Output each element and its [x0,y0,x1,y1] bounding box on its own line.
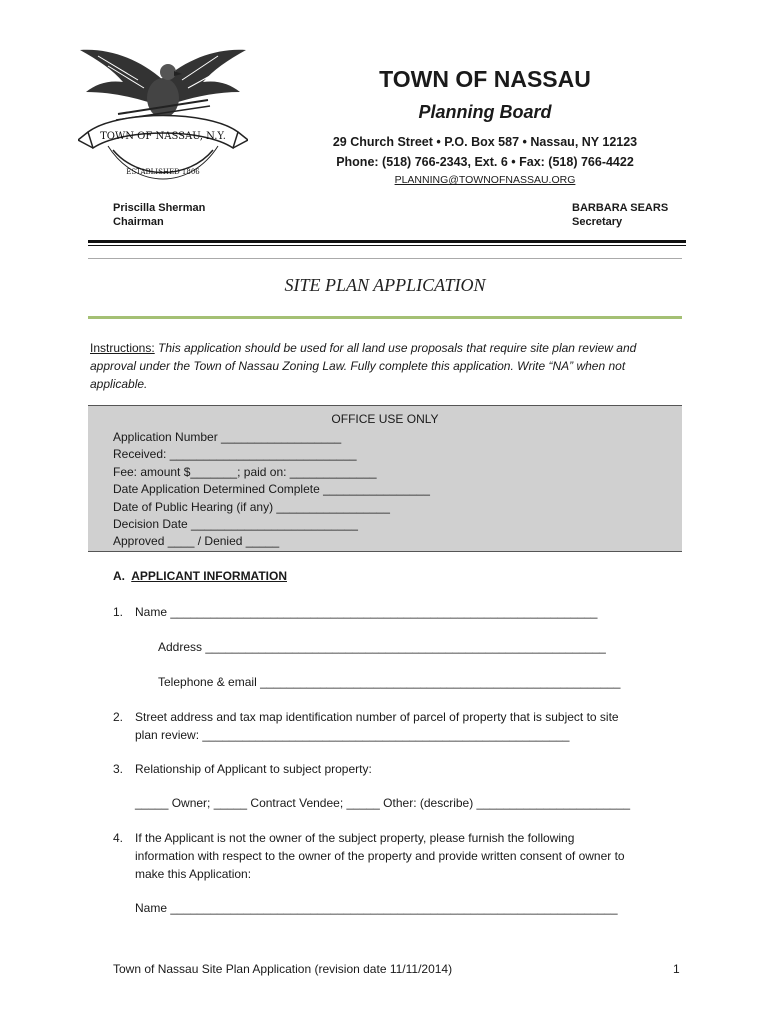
q4-text-line1: If the Applicant is not the owner of the subject property, please furnish the following [135,831,575,845]
telephone-email-field[interactable]: Telephone & email ______________________________________________________ [158,675,621,689]
instructions-text: This application should be used for all land use proposals that require site plan review and approval under the Town of Nassau Zoning Law. Fully complete this application. Write “NA” when not applicable. [90,341,637,391]
q3-text: Relationship of Applicant to subject property: [135,762,372,776]
q4-text-line2: information with respect to the owner of the property and provide written consent of owner to [135,849,625,863]
document-title: SITE PLAN APPLICATION [284,275,486,295]
mailing-address: 29 Church Street • P.O. Box 587 • Nassau, NY 12123 [332,135,638,149]
town-title: TOWN OF NASSAU [379,66,591,92]
svg-text:TOWN OF NASSAU, N.Y.: TOWN OF NASSAU, N.Y. [100,131,226,142]
chairman-title: Chairman [113,216,164,228]
secretary-title: Secretary [572,216,623,228]
office-item-public-hearing[interactable]: Date of Public Hearing (if any) _________________ [113,499,390,514]
email-link[interactable]: PLANNING@TOWNOFNASSAU.ORG [394,174,576,186]
q4-number: 4. [113,831,124,845]
office-item-fee[interactable]: Fee: amount $_______; paid on: _____________ [113,464,377,479]
header-divider-thin [88,245,686,246]
office-item-date-complete[interactable]: Date Application Determined Complete ________________ [113,482,430,497]
footer-text: Town of Nassau Site Plan Application (revision date 11/11/2014) [113,962,453,976]
instructions-label: Instructions: [90,341,155,355]
owner-name-field[interactable]: Name ___________________________________________________________________ [135,901,618,915]
address-field[interactable]: Address ____________________________________________________________ [158,640,606,654]
q2-text: Street address and tax map identification number of parcel of property that is subject to site [135,710,619,724]
plan-review-field[interactable]: plan review: _______________________________________________________ [135,728,570,742]
board-name: Planning Board [418,102,552,122]
name-field[interactable]: Name ________________________________________________________________ [135,605,598,619]
office-use-title: OFFICE USE ONLY [331,412,439,426]
svg-text:ESTABLISHED 1806: ESTABLISHED 1806 [126,168,200,176]
office-item-received[interactable]: Received: ____________________________ [113,447,357,462]
town-seal [78,40,248,190]
chairman-block [113,201,205,229]
chairman-name: Priscilla Sherman [113,202,206,214]
office-item-application-number[interactable]: Application Number __________________ [113,430,342,444]
phone-fax: Phone: (518) 766-2343, Ext. 6 • Fax: (518) 766-4422 [336,155,634,169]
header-divider-thick [88,240,686,243]
q4-text-line3: make this Application: [135,867,252,881]
q3-number: 3. [113,762,124,776]
q1-row [113,603,597,621]
secretary-block [572,201,668,229]
office-use-list [113,429,430,551]
instructions [90,339,680,393]
eagle-seal-icon [78,40,248,190]
section-a-title: APPLICANT INFORMATION [131,569,287,583]
green-divider [88,316,682,319]
section-a-letter: A. [113,569,125,583]
office-item-decision-date[interactable]: Decision Date _________________________ [113,517,358,532]
q3-row [113,760,372,778]
title-divider [88,258,682,259]
q2-number: 2. [113,710,124,724]
q1-number: 1. [113,605,124,619]
relationship-options[interactable]: _____ Owner; _____ Contract Vendee; _____ Other: (describe) _______________________ [135,796,631,810]
office-item-approved-denied[interactable]: Approved ____ / Denied _____ [113,534,280,549]
page-number: 1 [673,962,680,976]
q4-row [113,829,574,847]
office-use-box [88,405,682,552]
secretary-name: BARBARA SEARS [572,202,669,214]
q2-row [113,708,619,726]
section-a-heading [113,569,287,583]
